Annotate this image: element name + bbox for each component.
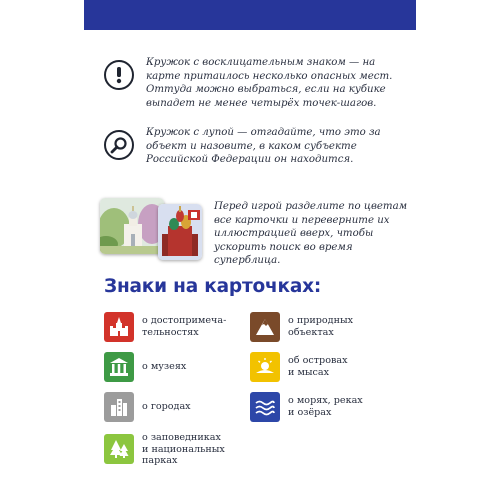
- sign-museums-label: о музеях: [142, 361, 187, 373]
- sign-reserves: [104, 432, 225, 467]
- sun-island-icon: [250, 352, 280, 382]
- sign-nature-label: о природных объектах: [288, 315, 354, 338]
- sign-cities-label: о городах: [142, 401, 191, 413]
- top-color-band: [84, 0, 416, 30]
- exclamation-icon: [104, 60, 134, 90]
- sign-waters-label: о морях, реках и озёрах: [288, 395, 363, 418]
- sign-islands-label: об островах и мысах: [288, 355, 348, 378]
- sign-museums: [104, 352, 186, 382]
- waves-icon: [250, 392, 280, 422]
- preparation-text: Перед игрой разделите по цветам все карточки и переверните их иллюстрацией вверх, чтобы ускорить поиск во время суперблица.: [214, 201, 408, 267]
- cathedral-card-image: [158, 204, 202, 260]
- cards-illustration: [98, 196, 202, 262]
- sign-nature: [250, 312, 353, 342]
- sign-sights-label: о достопримеча- тельностях: [142, 315, 227, 338]
- trees-icon: [104, 434, 134, 464]
- church-card-image: [100, 198, 164, 254]
- magnifier-icon: [104, 130, 134, 160]
- rule-magnifier: [104, 126, 404, 167]
- rule-magnifier-text: Кружок с лупой — отгадайте, что это за объект и назовите, в каком субъекте Российской Федерации он находится.: [146, 127, 381, 166]
- sign-waters: [250, 392, 363, 422]
- museum-icon: [104, 352, 134, 382]
- sign-sights: [104, 312, 226, 342]
- mountain-icon: [250, 312, 280, 342]
- rule-exclamation-text: Кружок с восклицательным знаком — на карте притаилось несколько опасных мест. Оттуда можно выбраться, если на кубике выпадет не менее четырёх точек-шагов.: [146, 57, 393, 109]
- section-title: Знаки на карточках:: [104, 276, 322, 297]
- sign-reserves-label: о заповедниках и национальных парках: [142, 432, 225, 467]
- sign-islands: [250, 352, 348, 382]
- kremlin-icon: [104, 312, 134, 342]
- city-icon: [104, 392, 134, 422]
- rule-exclamation: [104, 56, 404, 110]
- sign-cities: [104, 392, 191, 422]
